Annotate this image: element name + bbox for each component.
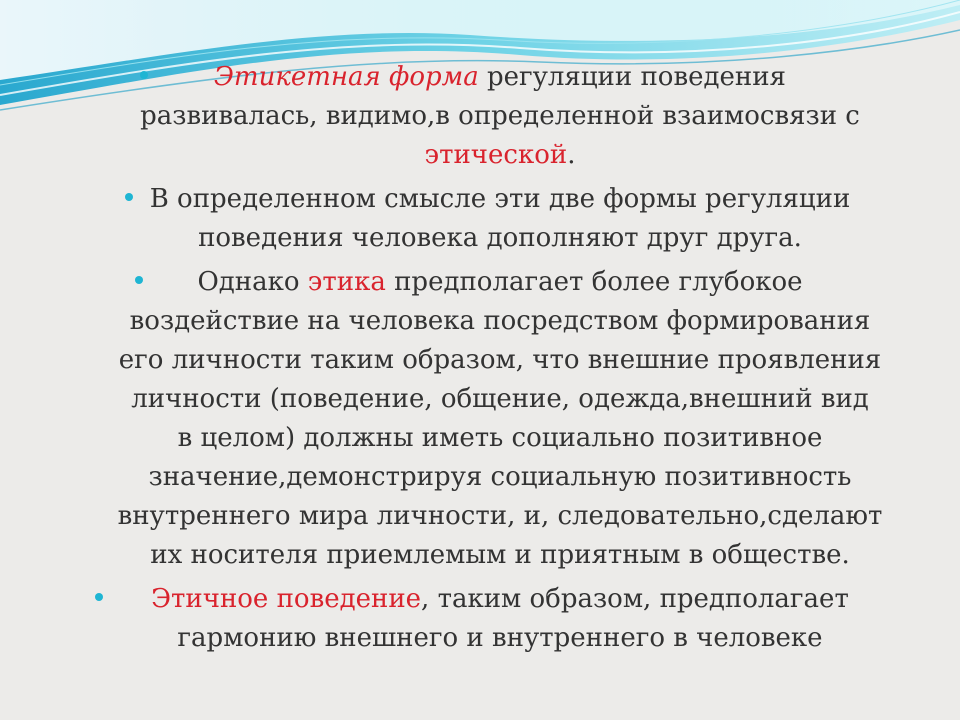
- bullet-dot-icon: [140, 71, 148, 79]
- bullet-paragraph: [85, 263, 915, 575]
- bullet-dot-icon: [95, 593, 103, 601]
- text-segment: их носителя приемлемым и приятным в обществе.: [150, 540, 850, 570]
- text-segment: В определенном смысле эти две формы регуляции: [149, 184, 851, 214]
- highlighted-term: этической: [424, 140, 568, 170]
- text-segment: в целом) должны иметь социально позитивное: [177, 423, 823, 453]
- text-segment: его личности таким образом, что внешние проявления: [118, 345, 882, 375]
- text-line: [85, 580, 915, 619]
- text-line: [85, 497, 915, 536]
- text-segment: регуляции поведения: [478, 62, 786, 92]
- text-line: [85, 136, 915, 175]
- text-line: [85, 458, 915, 497]
- text-line: [85, 380, 915, 419]
- text-segment: личности (поведение, общение, одежда,внешний вид: [131, 384, 869, 414]
- text-segment: поведения человека дополняют друг друга.: [198, 223, 802, 253]
- highlighted-term: этика: [307, 267, 386, 297]
- text-line: [85, 180, 915, 219]
- text-line: [85, 419, 915, 458]
- text-segment: гармонию внешнего и внутреннего в человеке: [177, 623, 823, 653]
- text-line: [85, 219, 915, 258]
- bullet-dot-icon: [125, 193, 133, 201]
- text-line: [85, 263, 915, 302]
- text-line: [85, 341, 915, 380]
- text-segment: , таким образом, предполагает: [421, 584, 849, 614]
- text-segment: воздействие на человека посредством формирования: [129, 306, 871, 336]
- text-line: [85, 536, 915, 575]
- bullet-dot-icon: [135, 276, 143, 284]
- text-segment: развивалась, видимо,в определенной взаимосвязи с: [140, 101, 860, 131]
- text-segment: значение,демонстрируя социальную позитивность: [148, 462, 852, 492]
- bullet-paragraph: [85, 580, 915, 658]
- text-line: [85, 619, 915, 658]
- text-line: [85, 58, 915, 97]
- text-line: [85, 302, 915, 341]
- text-segment: внутреннего мира личности, и, следовательно,сделают: [117, 501, 883, 531]
- text-line: [85, 97, 915, 136]
- text-segment: .: [567, 140, 576, 170]
- bullet-paragraph: [85, 180, 915, 258]
- bullet-paragraph: [85, 58, 915, 175]
- slide-body: [85, 58, 915, 663]
- text-segment: Однако: [197, 267, 308, 297]
- highlighted-term: Этикетная форма: [214, 62, 479, 92]
- highlighted-term: Этичное поведение: [151, 584, 422, 614]
- text-segment: предполагает более глубокое: [385, 267, 803, 297]
